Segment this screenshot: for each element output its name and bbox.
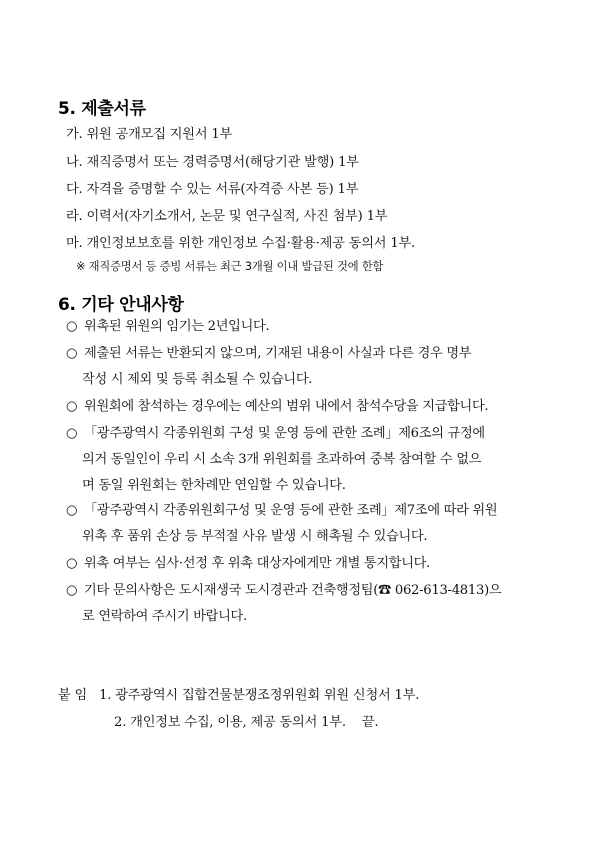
attachments-label: 붙 임 <box>58 688 88 703</box>
notice-line: 위촉된 위원의 임기는 2년입니다. <box>84 319 270 334</box>
notice-line: 작성 시 제외 및 등록 취소될 수 있습니다. <box>82 372 313 387</box>
circle-bullet-icon: ○ <box>66 399 78 414</box>
section-6-title: 6. 기타 안내사항 <box>58 295 184 315</box>
notice-bullet-ordinance-7 <box>66 498 542 550</box>
circle-bullet-icon: ○ <box>66 556 78 571</box>
notice-line: 「광주광역시 각종위원회구성 및 운영 등에 관한 조례」제7조에 따라 위원 <box>84 503 498 518</box>
notice-bullet-ordinance-6 <box>66 421 542 499</box>
submission-note: ※ 재직증명서 등 증빙 서류는 최근 3개월 이내 발급된 것에 한함 <box>76 260 384 273</box>
submission-item-da: 다. 자격을 증명할 수 있는 서류(자격증 사본 등) 1부 <box>66 182 359 197</box>
attachments-line-2 <box>114 711 378 730</box>
notice-line: 며 동일 위원회는 한차례만 연임할 수 있습니다. <box>82 478 346 493</box>
attachments-line-1 <box>58 684 419 703</box>
notice-line: 위원회에 참석하는 경우에는 예산의 범위 내에서 참석수당을 지급합니다. <box>84 399 489 414</box>
attachment-item-2: 2. 개인정보 수집, 이용, 제공 동의서 1부. <box>114 715 346 730</box>
notice-line: 「광주광역시 각종위원회 구성 및 운영 등에 관한 조례」제6조의 규정에 <box>84 426 485 441</box>
circle-bullet-icon: ○ <box>66 319 78 334</box>
notice-line: 제출된 서류는 반환되지 않으며, 기재된 내용이 사실과 다른 경우 명부 <box>84 346 472 361</box>
notice-line: 기타 문의사항은 도시재생국 도시경관과 건축행정팀(☎ 062-613-4813)으 <box>84 583 502 598</box>
notice-bullet-notification <box>66 551 542 577</box>
circle-bullet-icon: ○ <box>66 426 78 441</box>
notice-line: 로 연락하여 주시기 바랍니다. <box>82 609 247 624</box>
notice-bullet-contact <box>66 578 542 630</box>
notice-line: 위촉 후 품위 손상 등 부적절 사유 발생 시 해촉될 수 있습니다. <box>82 529 428 544</box>
notice-bullet-documents <box>66 341 542 393</box>
notice-bullet-term <box>66 314 542 340</box>
notice-line: 위촉 여부는 심사·선정 후 위촉 대상자에게만 개별 통지합니다. <box>84 556 431 571</box>
notice-bullet-allowance <box>66 394 542 420</box>
attachment-item-1: 1. 광주광역시 집합건물분쟁조정위원회 위원 신청서 1부. <box>99 688 420 703</box>
section-5-title: 5. 제출서류 <box>58 99 146 119</box>
submission-item-na: 나. 재직증명서 또는 경력증명서(해당기관 발행) 1부 <box>66 155 359 170</box>
notice-line: 의거 동일인이 우리 시 소속 3개 위원회를 초과하여 중복 참여할 수 없으 <box>82 452 482 467</box>
submission-item-ra: 라. 이력서(자기소개서, 논문 및 연구실적, 사진 첨부) 1부 <box>66 209 388 224</box>
submission-item-ma: 마. 개인정보보호를 위한 개인정보 수집·활용·제공 동의서 1부. <box>66 236 416 251</box>
end-mark: 끝. <box>361 715 379 730</box>
circle-bullet-icon: ○ <box>66 503 78 518</box>
submission-item-ga: 가. 위원 공개모집 지원서 1부 <box>66 127 233 142</box>
circle-bullet-icon: ○ <box>66 583 78 598</box>
circle-bullet-icon: ○ <box>66 346 78 361</box>
